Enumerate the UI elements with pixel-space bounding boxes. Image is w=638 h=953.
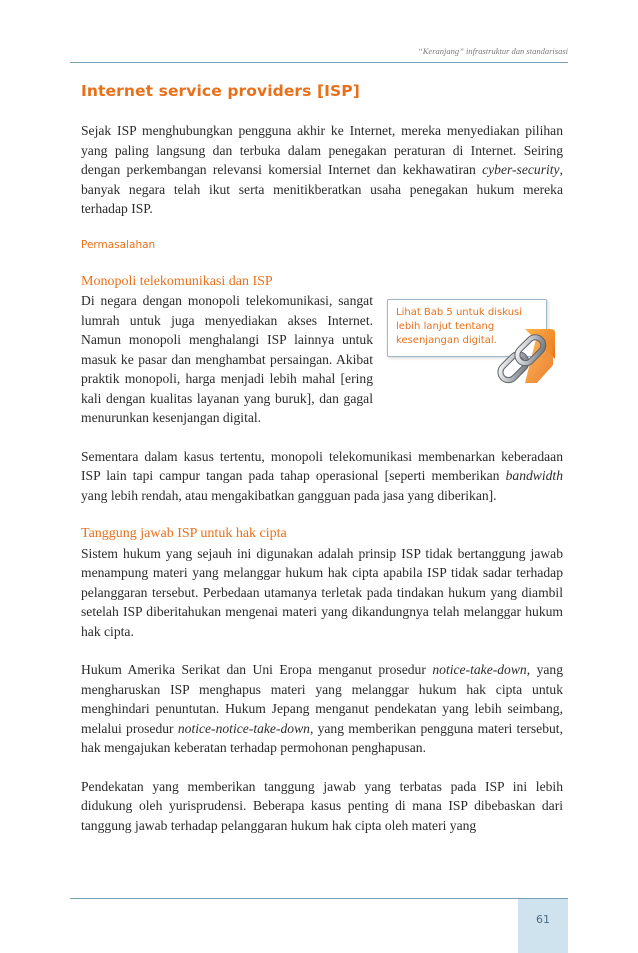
intro-paragraph (81, 121, 563, 219)
monopoly-paragraph-1: Di negara dengan monopoli telekomunikasi, sangat lumrah untuk juga menyediakan akses Internet. Namun monopoli menghalangi ISP lainnya untuk masuk ke pasar dan menghambat persaingan. Akibat praktik monopoli, harga menjadi lebih mahal [ering kali dengan kualitas layanan yang buruk], dan gagal menurunkan kesenjangan digital. (81, 293, 373, 425)
main-content (81, 121, 563, 835)
copyright-p2-text-a: Hukum Amerika Serikat dan Uni Eropa menganut prosedur (81, 662, 433, 677)
section-label: Permasalahan (81, 238, 156, 251)
top-rule (70, 62, 568, 63)
intro-text-b: , banyak negara telah ikut serta menitikberatkan usaha penegakan hukum mereka terhadap ISP. (81, 162, 563, 216)
page-number-tab (518, 899, 568, 953)
monopoly-p2-text-a: Sementara dalam kasus tertentu, monopoli telekomunikasi membenarkan keberadaan ISP lain tapi campur tangan pada tahap operasional [seperti memberikan (81, 448, 563, 483)
running-head: “Keranjang” infrastruktur dan standarisasi (418, 46, 568, 56)
copyright-p2-emphasis-1: notice-take-down (432, 662, 527, 677)
copyright-paragraph-2 (81, 660, 563, 758)
copyright-p2-text-c: , yang memberikan pengguna materi tersebut, hak mengajukan keberatan terhadap permohonan penghapusan. (81, 720, 563, 755)
copyright-paragraph-1: Sistem hukum yang sejauh ini digunakan adalah prinsip ISP tidak bertanggung jawab menampung materi yang melanggar hukum hak cipta apabila ISP tidak sadar terhadap pelanggaran tersebut. Perbedaan utamanya terletak pada tindakan hukum yang diambil setelah ISP diberitahukan mengenai materi yang dikandungnya telah melanggar hukum hak cipta. (81, 545, 563, 639)
copyright-p2-emphasis-2: notice-notice-take-down (177, 720, 310, 736)
page-number: 61 (536, 913, 550, 926)
intro-emphasis: cyber-security (482, 162, 560, 177)
callout-sidebar (387, 299, 563, 403)
monopoly-paragraph-2 (81, 447, 563, 506)
monopoly-p2-text-b: yang lebih rendah, atau mengakibatkan gangguan pada jasa yang diberikan]. (81, 487, 497, 503)
section-title: Internet service providers [ISP] (81, 82, 360, 100)
copyright-p2-text-b: , yang mengharuskan ISP menghapus materi yang melanggar hukum hak cipta untuk menghindari penuntutan. Hukum Jepang menganut pendekatan yang lebih seimbang, melalui prosedur (81, 662, 563, 736)
monopoly-p2-emphasis: bandwidth (505, 468, 563, 483)
callout-box: Lihat Bab 5 untuk diskusi lebih lanjut tentang kesenjangan digital. (387, 299, 547, 357)
monopoly-subhead: Monopoli telekomunikasi dan ISP (81, 273, 273, 289)
footer-rule (70, 898, 568, 899)
copyright-subhead: Tanggung jawab ISP untuk hak cipta (81, 526, 287, 541)
intro-text-a: Sejak ISP menghubungkan pengguna akhir ke Internet, mereka menyediakan pilihan yang paling langsung dan terbuka dalam penegakan peraturan di Internet. Seiring dengan perkembangan relevansi komersial Internet dan kekhawatiran (81, 123, 563, 177)
chain-link-icon (491, 325, 557, 391)
copyright-paragraph-3: Pendekatan yang memberikan tanggung jawab yang terbatas pada ISP ini lebih didukung oleh yurisprudensi. Beberapa kasus penting di mana ISP dibebaskan dari tanggung jawab terhadap pelanggaran hukum hak cipta oleh materi yang (81, 778, 563, 833)
